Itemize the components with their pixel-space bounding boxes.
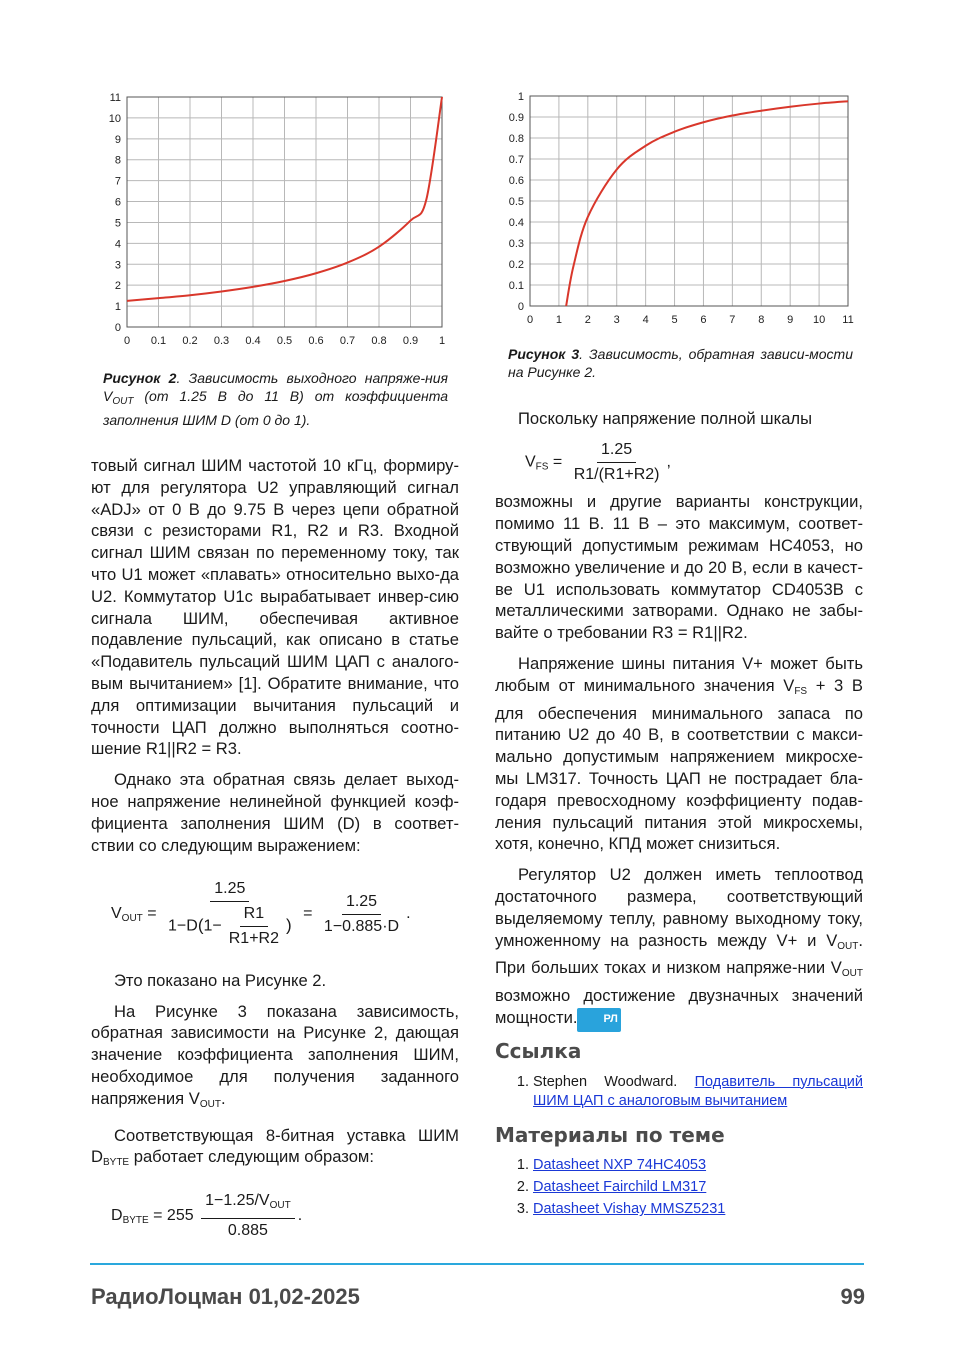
left-column (91, 455, 459, 1242)
reference-item (533, 1073, 863, 1111)
references-heading: Ссылка (495, 1038, 582, 1063)
y-tick-label: 0.2 (508, 259, 524, 271)
formula-paren-open: ( (197, 915, 204, 935)
formula-r1: R1 (240, 903, 268, 927)
formula-vfs-eq: = (552, 453, 563, 471)
figure-2-sub: OUT (112, 396, 134, 407)
material-link-74hc4053[interactable]: Datasheet NXP 74HC4053 (533, 1157, 707, 1174)
x-tick-label: 1 (438, 335, 446, 347)
y-tick-label: 2 (114, 280, 121, 293)
left-p5-text-a: Соответствующая 8-битная уставка ШИМ D (91, 1125, 459, 1167)
x-tick-label: 0.8 (371, 335, 387, 347)
figure-3-label: Рисунок 3 (508, 346, 580, 362)
right-p4-text-a: Регулятор U2 должен иметь теплоотвод достаточного размера, соответствующий выделяемому теплу, равному выходному току, умноженному на разность между V+ и V (495, 865, 863, 950)
x-tick-label: 6 (700, 314, 707, 326)
x-tick-label: 3 (613, 314, 620, 326)
left-paragraph-5 (91, 1125, 459, 1175)
y-tick-label: 3 (114, 259, 121, 272)
y-tick-label: 5 (114, 217, 121, 230)
formula-vout-num2: 1.25 (342, 891, 381, 915)
figure-2-text-a: . Зависимость выходного напряже-ния V (103, 370, 448, 404)
x-tick-label: 8 (758, 314, 765, 326)
right-paragraph-1: Поскольку напряжение полной шкалы (518, 409, 813, 428)
figure-3-chart (498, 88, 868, 333)
right-p3-text-a: Напряжение шины питания V+ может быть любым от минимального значения V (495, 653, 863, 695)
formula-vfs-v: V (525, 453, 536, 471)
formula-vfs (525, 439, 863, 486)
y-tick-label: 0.9 (508, 112, 524, 124)
y-tick-label: 11 (109, 92, 121, 104)
y-tick-label: 0.8 (508, 133, 524, 145)
right-p3-text-b: + 3 В для обеспечения минимального запаса по питанию U2 до 40 В, в соответствии с макси-мально допустимым напряжением микросхе-мы LM317. Точность ЦАП не пострадает бла-годаря превосходному коэффициенту подав-ления пульсаций питания этой микросхемы, хотя, конечно, КПД может снизиться. (495, 675, 863, 854)
formula-vfs-comma: , (666, 453, 671, 471)
formula-dbyte-eq: = 255 (153, 1207, 194, 1225)
material-link-mmsz5231[interactable]: Datasheet Vishay MMSZ5231 (533, 1201, 726, 1218)
formula-vout-den-a: 1−D (168, 917, 198, 935)
material-item (533, 1178, 863, 1197)
x-tick-label: 4 (642, 314, 649, 326)
formula-vout-eq: = (147, 905, 157, 923)
right-paragraph-2: возможны и другие варианты конструкции, помимо 11 В. 11 В – это максимум, соответ-ствующий допустимым режимам HC4053, но возможно увеличение и до 20 В, если в качест-ве U1 использовать коммутатор CD4053B с металлическими затворами. Однако не забы-вайте о требовании R3 = R1||R2. (495, 492, 863, 643)
y-tick-label: 7 (114, 175, 121, 188)
x-tick-label: 0.3 (213, 335, 230, 347)
right-p4-text-c: возможно достижение двузначных значений мощности. (495, 986, 863, 1027)
right-p4-sub: OUT (837, 940, 859, 952)
x-tick-label: 0.2 (182, 335, 198, 347)
x-tick-label: 7 (729, 314, 736, 326)
right-paragraph-3 (495, 653, 863, 855)
formula-dbyte-num-sub: OUT (269, 1200, 291, 1212)
x-tick-label: 5 (671, 314, 678, 326)
y-tick-label: 0.1 (508, 280, 524, 292)
reference-author: Stephen Woodward. (533, 1073, 695, 1090)
figure-2-chart (100, 88, 450, 348)
y-tick-label: 0 (517, 301, 524, 313)
y-tick-label: 0.3 (508, 238, 524, 250)
left-paragraph-3: Это показано на Рисунке 2. (114, 970, 327, 990)
x-tick-label: 0.4 (245, 335, 261, 347)
x-tick-label: 9 (787, 314, 794, 326)
formula-paren-close: ) (286, 915, 292, 935)
formula-vout-eq2: = (303, 905, 313, 923)
formula-vout (111, 878, 459, 949)
left-p5-sub: BYTE (102, 1157, 130, 1169)
figure-3-text: . Зависимость, обратная зависи-мости на Рисунке 2. (508, 346, 853, 380)
radiolocman-badge-icon: РЛ (577, 1008, 620, 1032)
figure-3-caption (508, 345, 853, 381)
figure-3-svg (498, 88, 868, 333)
related-materials-heading: Материалы по теме (495, 1122, 725, 1147)
y-tick-label: 1 (114, 301, 121, 314)
x-tick-label: 2 (584, 314, 591, 326)
y-tick-label: 8 (114, 154, 121, 167)
y-tick-label: 0.5 (508, 196, 524, 208)
figure-2-svg (100, 88, 450, 348)
left-paragraph-1: товый сигнал ШИМ частотой 10 кГц, формиру-ют для регулятора U2 управляющий сигнал «ADJ» от 0 В до 9.75 В через цепи обратной связи с резисторами R1, R2 и R3. Входной сигнал ШИМ связан по переменному току, так что U1 может «плавать» относительно выхо-да U2. Коммутатор U1c вырабатывает инвер-сию сигнала ШИМ, обеспечивая активное подавление пульсаций, как описано в статье «Подавитель пульсаций ШИМ ЦАП с аналого-вым вычитанием» [1]. Обратите внимание, что для оптимизации вычитания пульсаций и точности ЦАП должно выполняться соотно-шение R1||R2 = R3. (91, 456, 459, 759)
y-tick-label: 4 (114, 238, 121, 251)
formula-dbyte-frac (201, 1190, 295, 1242)
footer-divider (90, 1263, 864, 1265)
left-paragraph-2: Однако эта обратная связь делает выход-ное напряжение нелинейной функцией коэф-фициента заполнения ШИМ (D) в соответ-ствии со следующим выражением: (91, 770, 459, 855)
x-tick-label: 11 (842, 314, 854, 326)
x-tick-label: 10 (812, 314, 826, 326)
x-tick-label: 0.9 (402, 335, 419, 347)
formula-vout-frac1 (164, 878, 296, 949)
y-tick-label: 1 (517, 91, 524, 103)
series-line (566, 101, 848, 306)
right-column (495, 408, 863, 1222)
y-tick-label: 0.4 (508, 217, 524, 229)
y-tick-label: 0 (114, 322, 121, 334)
left-paragraph-4 (91, 1001, 459, 1116)
y-tick-label: 0.7 (508, 154, 524, 166)
formula-dbyte-dot: . (297, 1207, 303, 1225)
formula-dbyte-num (201, 1190, 295, 1219)
material-item (533, 1156, 863, 1175)
material-item (533, 1200, 863, 1219)
left-p5-text-b: работает следующим образом: (129, 1147, 374, 1167)
formula-vfs-den: R1/(R1+R2) (573, 465, 660, 483)
formula-vout-v: V (111, 905, 122, 923)
right-p3-sub: FS (794, 685, 808, 697)
right-paragraph-4 (495, 864, 863, 1032)
formula-vout-num1: 1.25 (210, 878, 249, 902)
formula-dbyte (111, 1190, 459, 1242)
formula-dbyte-den: 0.885 (227, 1221, 268, 1239)
reference-link[interactable]: Подавитель пульсаций ШИМ ЦАП с аналоговым вычитанием (533, 1073, 864, 1109)
right-p4-sub2: OUT (841, 968, 863, 980)
y-tick-label: 10 (108, 112, 121, 125)
x-tick-label: 0.1 (150, 335, 167, 347)
figure-2-text-b: (от 1.25 В до 11 В) от коэффициента заполнения ШИМ D (от 0 до 1). (103, 388, 448, 428)
formula-vout-den2: 1−0.885·D (323, 917, 400, 935)
left-p4-sub: OUT (199, 1098, 221, 1110)
figure-2-label: Рисунок 2 (103, 370, 177, 386)
x-tick-label: 1 (555, 314, 562, 326)
formula-vout-frac2 (320, 891, 403, 938)
x-tick-label: 0.6 (308, 335, 324, 347)
formula-vout-den-b: 1− (203, 917, 222, 935)
formula-vout-dot: . (406, 905, 411, 923)
formula-vout-sub: OUT (121, 913, 143, 925)
references-list (495, 1073, 863, 1111)
x-tick-label: 0.7 (339, 335, 356, 347)
left-p4-text-a: На Рисунке 3 показана зависимость, обратная зависимости на Рисунке 2, дающая значение коэффициента заполнения ШИМ, необходимое для получения заданного напряжения V (91, 1001, 459, 1108)
formula-r1r2: R1+R2 (228, 929, 279, 947)
x-tick-label: 0.5 (276, 335, 293, 347)
right-p4-text-b: . При больших токах и низком напряже-нии V (495, 930, 863, 978)
y-tick-label: 9 (114, 133, 121, 146)
formula-dbyte-sub: BYTE (122, 1215, 149, 1227)
left-p4-text-b: . (220, 1088, 226, 1108)
formula-vout-den1 (164, 902, 296, 950)
formula-vfs-num: 1.25 (597, 439, 636, 463)
y-tick-label: 0.6 (508, 175, 524, 187)
formula-vout-inner-frac (225, 903, 283, 950)
footer-page-number: 99 (840, 1284, 865, 1309)
material-link-lm317[interactable]: Datasheet Fairchild LM317 (533, 1179, 707, 1196)
x-tick-label: 0 (526, 314, 534, 326)
formula-dbyte-num-text: 1−1.25/V (205, 1192, 270, 1210)
formula-vfs-sub: FS (535, 461, 549, 473)
formula-dbyte-d: D (111, 1207, 123, 1225)
x-tick-label: 0 (123, 335, 131, 347)
footer-magazine-title: РадиоЛоцман 01,02-2025 (91, 1284, 360, 1309)
figure-2-caption (103, 369, 448, 429)
formula-vfs-frac (570, 439, 664, 486)
related-materials-list (495, 1156, 863, 1219)
y-tick-label: 6 (114, 196, 121, 209)
